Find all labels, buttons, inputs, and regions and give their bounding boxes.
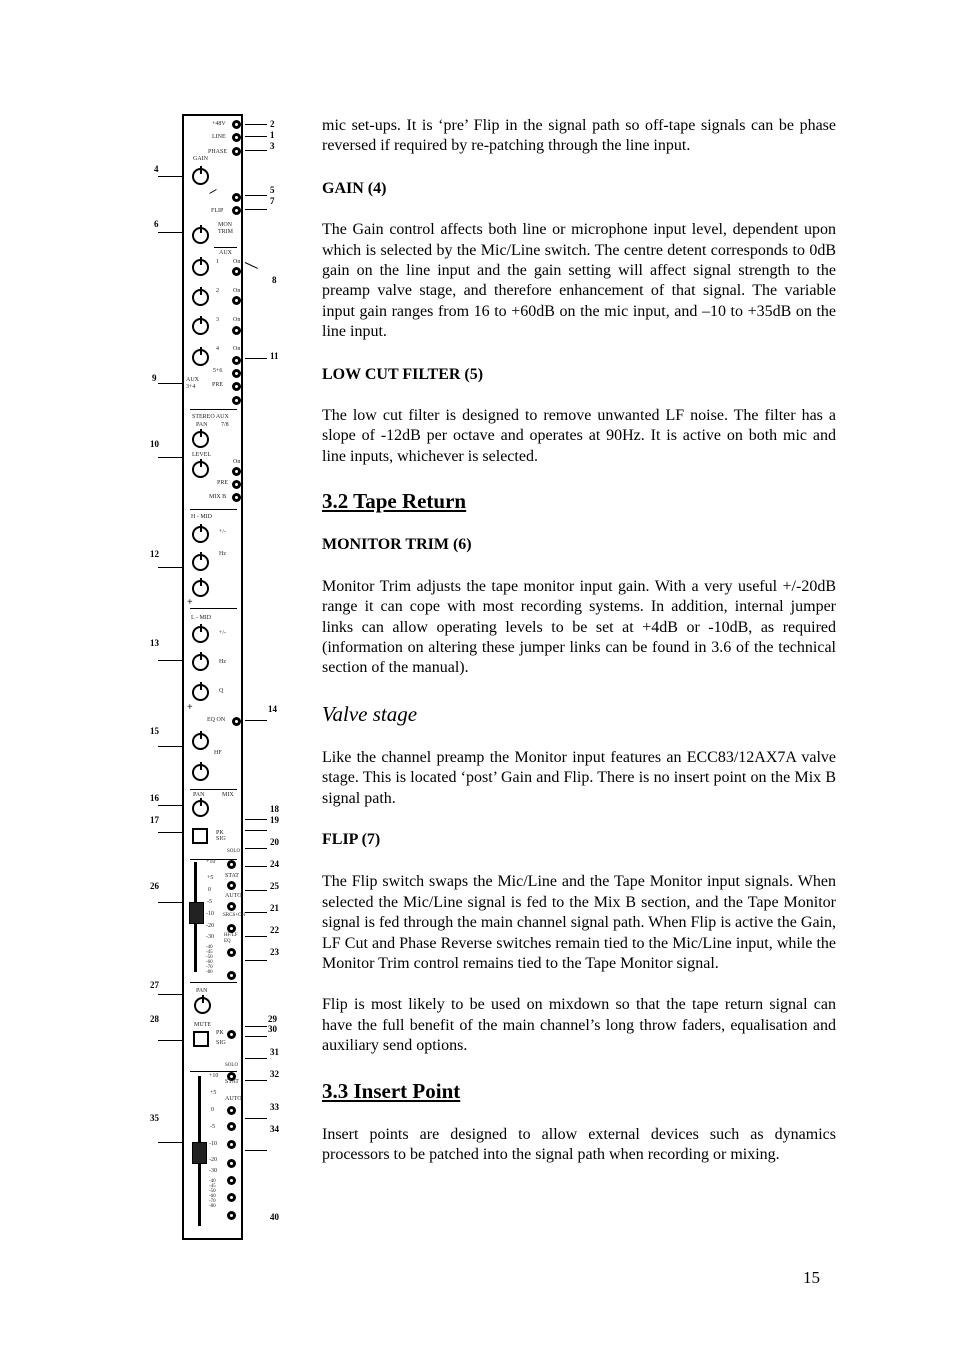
heading-low-cut: LOW CUT FILTER (5) xyxy=(322,365,484,383)
spacer xyxy=(322,974,836,995)
callout-19: 19 xyxy=(270,815,279,825)
gain-knob xyxy=(192,168,209,185)
scale-mark: +10 xyxy=(209,1073,219,1079)
label-stat-2: STAT xyxy=(225,1079,239,1085)
leader-line xyxy=(158,457,182,458)
scale-mark: -40 -45 -50 -60 -70 -80 xyxy=(206,945,213,975)
scale-mark: -10 xyxy=(209,1141,217,1147)
switch-fader2-d xyxy=(227,1159,236,1168)
callout-35: 35 xyxy=(150,1113,159,1123)
paragraph-valve-stage: Like the channel preamp the Monitor input features an ECC83/12AX7A valve stage. This is located ‘post’ Gain and Flip. There is no insert point on the Mix B signal path. xyxy=(322,748,836,807)
switch-mix-b xyxy=(232,493,241,502)
mon-trim-knob xyxy=(192,227,209,244)
callout-34: 34 xyxy=(270,1124,279,1134)
label-aux78: 7/8 xyxy=(221,422,229,428)
subheading-valve-stage: Valve stage xyxy=(322,701,418,726)
scale-mark: -10 xyxy=(206,911,214,917)
aux2-knob xyxy=(192,289,209,306)
spacer xyxy=(322,1057,836,1078)
label-aux4: 4 xyxy=(216,346,219,352)
mute-button-1 xyxy=(192,828,208,844)
paragraph-monitor-trim: Monitor Trim adjusts the tape monitor input gain. With a very useful +/-20dB range it can cope with most recording systems. In addition, internal jumper links can allow operating levels to be set at +4dB or -10dB, as required (information on altering these jumper links can be found in 3.6 of the technical section of the manual). xyxy=(322,577,836,677)
switch-stereo-on xyxy=(232,467,241,476)
switch-fader2-f xyxy=(227,1193,236,1202)
callout-12: 12 xyxy=(150,549,159,559)
spacer xyxy=(322,679,836,701)
spacer xyxy=(322,157,836,179)
scale-mark: 0 xyxy=(208,887,211,893)
spacer xyxy=(322,556,836,577)
switch-aux3-on xyxy=(232,326,241,335)
label-level: LEVEL xyxy=(192,452,211,458)
switch-auto xyxy=(227,902,236,911)
spacer xyxy=(322,727,836,748)
divider xyxy=(190,608,237,609)
leader-line xyxy=(158,1040,182,1041)
paragraph: mic set-ups. It is ‘pre’ Flip in the signal path so off-tape signals can be phase reversed if required by re-patching through the line input. xyxy=(322,117,836,155)
switch-aux2-on xyxy=(232,296,241,305)
callout-14: 14 xyxy=(268,704,277,714)
mix-pan-knob xyxy=(192,800,209,817)
leader-line xyxy=(245,195,267,196)
text-column xyxy=(322,116,836,1165)
callout-17: 17 xyxy=(150,815,159,825)
label-h-mid-hz: Hz xyxy=(219,551,226,557)
label-pan: PAN xyxy=(196,422,208,428)
label-aux2-on: On xyxy=(233,288,241,294)
spacer xyxy=(322,1104,836,1125)
callout-25: 25 xyxy=(270,881,279,891)
callout-15: 15 xyxy=(150,726,159,736)
scale-mark: -20 xyxy=(209,1157,217,1163)
label-aux56: 5+6 xyxy=(213,368,223,374)
plus-icon: + xyxy=(187,597,193,608)
fader-2 xyxy=(192,1142,207,1164)
label-stereo-pre: PRE xyxy=(217,480,229,486)
switch-aux-extra xyxy=(232,396,241,405)
leader-line xyxy=(245,890,267,891)
switch-fader1-a xyxy=(227,860,236,869)
spacer xyxy=(322,467,836,488)
callout-31: 31 xyxy=(270,1047,279,1057)
label-mix-pan: PAN xyxy=(193,792,205,798)
label-aux3: 3 xyxy=(216,317,219,323)
label-aux1-on: On xyxy=(233,259,241,265)
leader-line xyxy=(158,176,182,177)
label-stat: STAT xyxy=(225,873,239,879)
switch-48v xyxy=(232,120,241,129)
callout-22: 22 xyxy=(270,925,279,935)
spacer xyxy=(322,514,836,535)
callout-13: 13 xyxy=(150,638,159,648)
leader-line xyxy=(158,1142,182,1143)
label-stereo-aux: STEREO AUX xyxy=(192,414,229,420)
callout-1: 1 xyxy=(270,130,275,140)
label-l-mid-gain: +/- xyxy=(219,630,227,636)
divider xyxy=(214,247,237,248)
callout-30: 30 xyxy=(268,1024,277,1034)
label-srcs: SRCS+CH xyxy=(223,913,245,918)
callout-18: 18 xyxy=(270,804,279,814)
pan-knob-2 xyxy=(194,997,211,1014)
switch-auto-2 xyxy=(227,1106,236,1115)
label-mix: MIX xyxy=(222,792,234,798)
label-h-mid-gain: +/- xyxy=(219,529,227,535)
label-mon-trim: MON TRIM xyxy=(218,222,233,235)
leader-line xyxy=(245,912,267,913)
scale-mark: +10 xyxy=(206,859,216,865)
section-heading-insert-point: 3.3 Insert Point xyxy=(322,1078,461,1103)
callout-33: 33 xyxy=(270,1102,279,1112)
stereo-aux-level-knob xyxy=(192,461,209,478)
label-l-mid-hz: Hz xyxy=(219,659,226,665)
label-aux: AUX xyxy=(219,250,232,256)
leader-line xyxy=(245,866,267,867)
leader-line xyxy=(158,567,182,568)
label-pk-2: PK xyxy=(216,1030,224,1036)
leader-line xyxy=(158,994,182,995)
callout-21: 21 xyxy=(270,903,279,913)
switch-aux1-on xyxy=(232,267,241,276)
switch-fader1-b xyxy=(227,971,236,980)
label-line: LINE xyxy=(212,134,226,140)
callout-8: 8 xyxy=(272,275,277,285)
callout-4: 4 xyxy=(154,164,159,174)
leader-line xyxy=(158,805,182,806)
spacer xyxy=(322,199,836,220)
callout-32: 32 xyxy=(270,1069,279,1079)
label-stereo-on: On xyxy=(233,459,241,465)
heading-flip: FLIP (7) xyxy=(322,830,381,848)
hf-knob-1 xyxy=(192,733,209,750)
l-mid-freq-knob xyxy=(192,654,209,671)
label-aux34: AUX 3+4 xyxy=(186,377,199,390)
label-flip: FLIP xyxy=(211,208,224,214)
paragraph-low-cut: The low cut filter is designed to remove unwanted LF noise. The filter has a slope of -12dB per octave and operates at 90Hz. It is active on both mic and line inputs, whichever is selected. xyxy=(322,407,836,465)
fader-1 xyxy=(189,902,204,924)
leader-line xyxy=(245,1150,267,1151)
switch-stat xyxy=(227,881,236,890)
leader-line xyxy=(245,262,258,269)
label-hflf: HF/LF EQ xyxy=(224,933,238,944)
switch-aux-pre xyxy=(232,382,241,391)
hf-knob-2 xyxy=(192,764,209,781)
label-h-mid: H - MID xyxy=(191,514,212,520)
divider xyxy=(190,409,237,410)
leader-line xyxy=(245,358,267,359)
label-gain: GAIN xyxy=(193,156,208,162)
callout-7: 7 xyxy=(270,196,275,206)
label-phase: PHASE xyxy=(208,149,228,155)
channel-strip-diagram xyxy=(182,114,243,1240)
label-hf: HF xyxy=(214,750,222,756)
switch-aux4-on xyxy=(232,356,241,365)
scale-mark: +5 xyxy=(210,1090,217,1096)
callout-11: 11 xyxy=(270,351,279,361)
label-eq-on: EQ ON xyxy=(207,717,226,723)
scale-mark: 0 xyxy=(211,1107,214,1113)
leader-line xyxy=(245,1080,267,1081)
page-number: 15 xyxy=(803,1268,820,1287)
leader-line xyxy=(245,830,267,831)
callout-6: 6 xyxy=(154,219,159,229)
divider xyxy=(190,509,237,510)
leader-line xyxy=(158,902,182,903)
callout-23: 23 xyxy=(270,947,279,957)
heading-gain: GAIN (4) xyxy=(322,179,387,197)
leader-line xyxy=(245,819,267,820)
callout-9: 9 xyxy=(152,373,157,383)
heading-monitor-trim: MONITOR TRIM (6) xyxy=(322,536,472,554)
switch-line xyxy=(232,133,241,142)
leader-line xyxy=(158,660,182,661)
leader-line xyxy=(158,232,182,233)
section-heading-tape-return: 3.2 Tape Return xyxy=(322,489,467,514)
scale-mark: -40 -45 -50 -60 -70 -80 xyxy=(209,1179,216,1209)
h-mid-gain-knob xyxy=(192,526,209,543)
switch-srcs xyxy=(227,924,236,933)
switch-fader2-e xyxy=(227,1176,236,1185)
label-solo-2: SOLO xyxy=(225,1063,239,1068)
leader-line xyxy=(245,150,267,151)
h-mid-q-knob xyxy=(192,580,209,597)
scale-mark: -30 xyxy=(209,1168,217,1174)
callout-24: 24 xyxy=(270,859,279,869)
label-aux2: 2 xyxy=(216,288,219,294)
spacer xyxy=(322,850,836,872)
leader-line xyxy=(245,1058,267,1059)
scale-mark: -30 xyxy=(206,934,214,940)
callout-29: 29 xyxy=(268,1014,277,1024)
mute-button-2 xyxy=(193,1031,209,1047)
scale-mark: -5 xyxy=(207,899,212,905)
divider xyxy=(190,789,237,790)
label-sig-2: SIG xyxy=(216,1040,226,1046)
leader-line xyxy=(245,136,267,137)
switch-flip xyxy=(232,206,241,215)
leader-line xyxy=(245,1118,267,1119)
switch-phase xyxy=(232,147,241,156)
leader-line xyxy=(245,960,267,961)
callout-2: 2 xyxy=(270,119,275,129)
label-pk: PK xyxy=(216,830,224,836)
callout-40: 40 xyxy=(270,1212,279,1222)
spacer xyxy=(322,343,836,365)
scale-mark: -5 xyxy=(210,1124,215,1130)
leader-line xyxy=(245,1036,267,1037)
label-aux3-on: On xyxy=(233,317,241,323)
plus-icon: + xyxy=(187,702,193,713)
leader-line xyxy=(158,832,182,833)
callout-26: 26 xyxy=(150,881,159,891)
label-48v: +48V xyxy=(212,121,226,127)
paragraph-insert-point: Insert points are designed to allow external devices such as dynamics processors to be patched into the signal path when recording or mixing. xyxy=(322,1125,836,1163)
switch-lowcut xyxy=(232,193,241,202)
scale-mark: -20 xyxy=(206,923,214,929)
h-mid-freq-knob xyxy=(192,554,209,571)
spacer xyxy=(322,385,836,406)
label-l-mid-q: Q xyxy=(219,688,224,694)
spacer xyxy=(322,809,836,830)
label-mix-b: MIX B xyxy=(209,494,227,500)
leader-line xyxy=(245,1026,267,1027)
paragraph-gain: The Gain control affects both line or microphone input level, dependent upon which is selected by the Mic/Line switch. The centre detent corresponds to 0dB gain on the line input and the gain setting will affect signal strength to the preamp valve stage, and therefore enhancement of that signal. The variable input gain ranges from 16 to +60dB on the mic input, and –10 to +35dB on the line input. xyxy=(322,221,836,341)
label-mute: MUTE xyxy=(194,1022,211,1028)
callout-10: 10 xyxy=(150,439,159,449)
stereo-aux-pan-knob xyxy=(192,431,209,448)
divider xyxy=(190,982,237,983)
callout-28: 28 xyxy=(150,1014,159,1024)
switch-aux56 xyxy=(232,369,241,378)
paragraph-flip-2: Flip is most likely to be used on mixdown so that the tape return signal can have the full benefit of the main channel’s long throw faders, equalisation and auxiliary send options. xyxy=(322,996,836,1055)
scale-mark: +5 xyxy=(207,875,214,881)
callout-16: 16 xyxy=(150,793,159,803)
switch-fader2-c xyxy=(227,1140,236,1149)
label-aux4-on: On xyxy=(233,346,241,352)
aux1-knob xyxy=(192,259,209,276)
l-mid-gain-knob xyxy=(192,626,209,643)
label-sig: SIG xyxy=(216,836,226,842)
leader-line xyxy=(245,848,267,849)
label-l-mid: L - MID xyxy=(191,615,212,621)
leader-line xyxy=(245,936,267,937)
switch-fader2-b xyxy=(227,1122,236,1131)
paragraph-flip-1: The Flip switch swaps the Mic/Line and the Tape Monitor input signals. When selected the Mic/Line signal is fed to the Mix B section, and the Tape Monitor signal is fed through the main channel signal path. When Flip is active the Gain, LF Cut and Phase Reverse switches remain tied to the Mic/Line input, while the Monitor Trim control remains tied to the Tape Monitor signal. xyxy=(322,873,836,972)
label-auto: AUTO xyxy=(225,893,242,899)
switch-fader2-g xyxy=(227,1211,236,1220)
aux3-knob xyxy=(192,318,209,335)
callout-20: 20 xyxy=(270,837,279,847)
callout-3: 3 xyxy=(270,141,275,151)
label-pan-2: PAN xyxy=(196,988,208,994)
switch-hflf xyxy=(227,948,236,957)
label-solo: SOLO xyxy=(227,849,241,854)
leader-line xyxy=(245,720,267,721)
leader-line xyxy=(158,746,182,747)
callout-27: 27 xyxy=(150,980,159,990)
switch-eq-on xyxy=(232,717,241,726)
led-pk-2 xyxy=(227,1030,236,1039)
leader-line xyxy=(245,209,267,210)
label-auto-2: AUTO xyxy=(225,1096,242,1102)
lowcut-symbol xyxy=(209,189,216,194)
aux4-knob xyxy=(192,349,209,366)
label-aux1: 1 xyxy=(216,259,219,265)
leader-line xyxy=(158,383,182,384)
callout-5: 5 xyxy=(270,185,275,195)
leader-line xyxy=(245,124,267,125)
label-pre: PRE xyxy=(212,382,224,388)
l-mid-q-knob xyxy=(192,684,209,701)
switch-stereo-pre xyxy=(232,480,241,489)
